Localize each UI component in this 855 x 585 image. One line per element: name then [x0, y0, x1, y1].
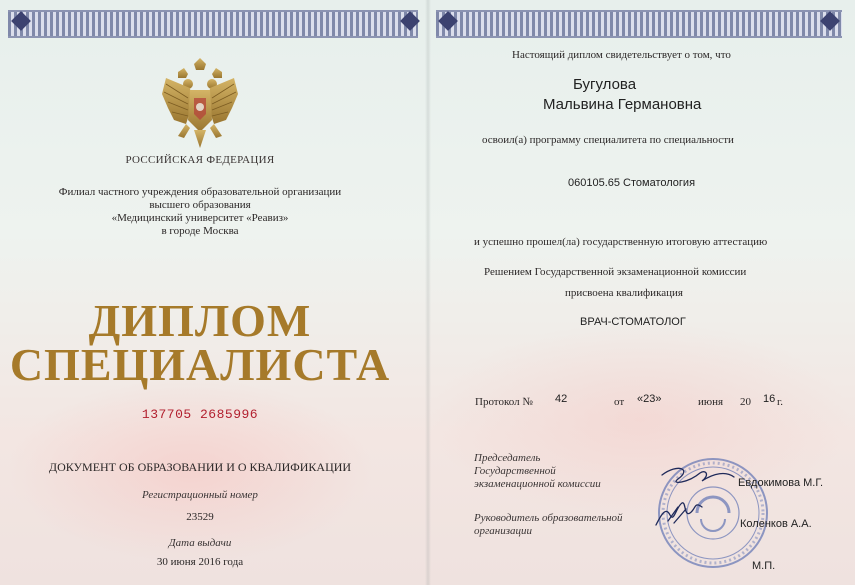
diploma-title-line-1: ДИПЛОМ	[88, 295, 312, 346]
chair-title-line-1: Председатель	[474, 452, 541, 464]
graduate-surname: Бугулова	[573, 76, 637, 93]
page-fold	[425, 0, 431, 585]
institution-line-4: в городе Москва	[161, 225, 239, 237]
signature-icon	[648, 463, 738, 533]
protocol-from-label: от	[614, 396, 625, 408]
institution-line-2: высшего образования	[149, 199, 251, 211]
decision-line-2: присвоена квалификация	[565, 287, 683, 299]
institution-line-1: Филиал частного учреждения образовательной организации	[58, 186, 342, 198]
qualification: ВРАЧ-СТОМАТОЛОГ	[580, 316, 686, 328]
registration-number: 23529	[186, 511, 214, 523]
protocol-day: «23»	[637, 393, 662, 405]
chair-title-line-2: Государственной	[474, 465, 556, 477]
protocol-month: июня	[698, 396, 724, 408]
seal-mark: М.П.	[752, 560, 776, 572]
decorative-border-right	[436, 10, 842, 38]
issue-date-label: Дата выдачи	[168, 537, 232, 549]
head-name: Коленков А.А.	[740, 518, 812, 530]
document-type: ДОКУМЕНТ ОБ ОБРАЗОВАНИИ И О КВАЛИФИКАЦИИ	[48, 460, 352, 474]
country-name: РОССИЙСКАЯ ФЕДЕРАЦИЯ	[125, 154, 275, 166]
head-title-line-1: Руководитель образовательной	[474, 512, 623, 524]
coat-of-arms-icon	[160, 58, 240, 150]
serial-number: 137705 2685996	[141, 407, 259, 422]
registration-label: Регистрационный номер	[142, 489, 258, 501]
decorative-border-left	[8, 10, 418, 38]
protocol-number: 42	[555, 393, 568, 405]
protocol-year-suffix: 16	[763, 393, 776, 405]
diploma-title-line-2: СПЕЦИАЛИСТА	[9, 339, 391, 390]
chair-name: Евдокимова М.Г.	[738, 477, 824, 489]
protocol-year-prefix: 20	[740, 396, 751, 408]
issue-date: 30 июня 2016 года	[156, 556, 244, 568]
protocol-label: Протокол №	[475, 396, 533, 408]
head-title-line-2: организации	[474, 525, 533, 537]
specialty: 060105.65 Стоматология	[568, 177, 696, 189]
chair-title-line-3: экзаменационной комиссии	[474, 478, 601, 490]
intro-text: Настоящий диплом свидетельствует о том, что	[512, 49, 731, 61]
graduate-given-names: Мальвина Германовна	[543, 96, 702, 113]
mastered-text: освоил(а) программу специалитета по специальности	[482, 134, 734, 146]
attestation-text: и успешно прошел(ла) государственную итоговую аттестацию	[474, 236, 768, 248]
institution-line-3: «Медицинский университет «Реавиз»	[111, 212, 289, 224]
protocol-year-unit: г.	[777, 396, 784, 408]
decision-line-1: Решением Государственной экзаменационной комиссии	[484, 266, 747, 278]
